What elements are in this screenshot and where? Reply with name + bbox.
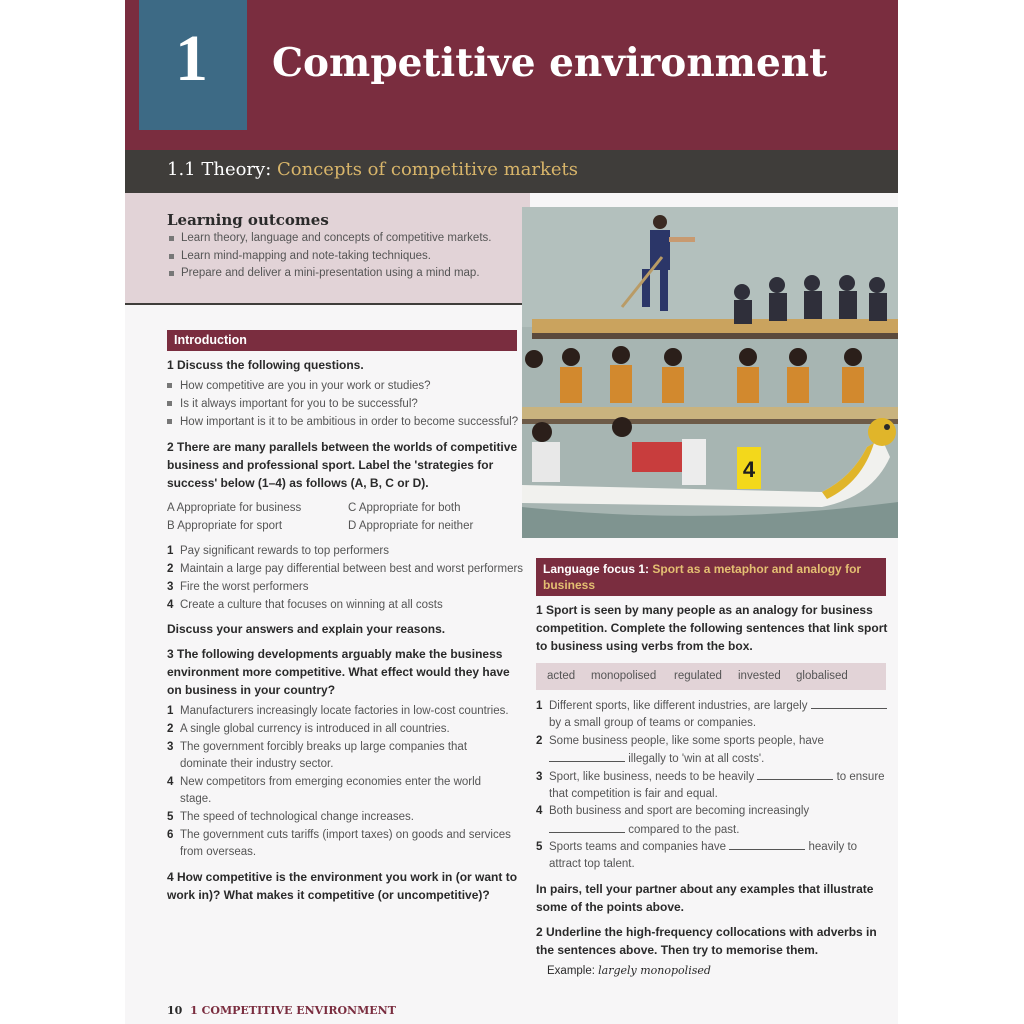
sentence-1-cont: by a small group of teams or companies. xyxy=(549,717,757,729)
question-3-line: environment more competitive. What effect would they have xyxy=(167,665,510,679)
word-box-item: invested xyxy=(738,670,781,682)
option-b: B Appropriate for sport xyxy=(167,520,283,532)
option-d: D Appropriate for neither xyxy=(348,520,474,532)
example-label: Example: xyxy=(547,965,595,977)
sentence-4-cont: compared to the past. xyxy=(549,821,739,840)
page-number: 10 xyxy=(167,1004,183,1017)
section-prefix: 1.1 Theory: xyxy=(167,159,272,180)
lf-instruction-line: to business using verbs from the box. xyxy=(536,639,753,653)
development-item: 3 The government forcibly breaks up large companies that xyxy=(167,741,468,753)
answer-blank[interactable] xyxy=(811,697,887,709)
development-item: 2 A single global currency is introduced in all countries. xyxy=(167,723,450,735)
page-footer xyxy=(167,1004,396,1017)
strategy-item: 2 Maintain a large pay differential between best and worst performers xyxy=(167,563,524,575)
lf-question-2-line: 2 Underline the high-frequency collocations with adverbs in xyxy=(536,925,877,939)
pairs-instruction-line: In pairs, tell your partner about any examples that illustrate xyxy=(536,882,874,896)
page-right-margin xyxy=(898,0,1024,1024)
question-2-line: 2 There are many parallels between the worlds of competitive xyxy=(167,440,518,454)
introduction-label: Introduction xyxy=(174,333,247,347)
answer-blank[interactable] xyxy=(549,821,625,833)
question-4-line: work in)? What makes it competitive (or uncompetitive)? xyxy=(167,888,490,902)
textbook-page xyxy=(125,0,898,1024)
dragon-boat-illustration xyxy=(522,207,898,538)
sentence-5-cont: attract top talent. xyxy=(549,858,635,870)
question-3-line: on business in your country? xyxy=(167,683,336,697)
learning-outcomes-list xyxy=(167,230,491,283)
example-line xyxy=(547,962,711,981)
sentence-1: 1 Different sports, like different industries, are largely xyxy=(536,697,887,716)
footer-chapter: 1 COMPETITIVE ENVIRONMENT xyxy=(190,1004,396,1017)
chapter-title: Competitive environment xyxy=(272,40,828,86)
question-2-line: business and professional sport. Label the 'strategies for xyxy=(167,458,494,472)
sentence-4: 4 Both business and sport are becoming increasingly xyxy=(536,805,810,817)
pairs-instruction-line: some of the points above. xyxy=(536,900,685,914)
strategy-item: 3 Fire the worst performers xyxy=(167,581,309,593)
option-a: A Appropriate for business xyxy=(167,502,302,514)
section-title: Concepts of competitive markets xyxy=(277,159,579,180)
sentence-2: 2 Some business people, like some sports people, have xyxy=(536,735,824,747)
question-1: 1 Discuss the following questions. xyxy=(167,358,364,372)
language-focus-label: Language focus 1: xyxy=(543,562,650,576)
strategy-item: 4 Create a culture that focuses on winning at all costs xyxy=(167,599,443,611)
answer-blank[interactable] xyxy=(729,838,805,850)
lf-instruction-line: competition. Complete the following sentences that link sport xyxy=(536,621,888,635)
development-item: 6 The government cuts tariffs (import taxes) on goods and services xyxy=(167,829,511,841)
question-3-line: 3 The following developments arguably make the business xyxy=(167,647,503,661)
chapter-number: 1 xyxy=(175,22,208,95)
discuss-instruction: Discuss your answers and explain your reasons. xyxy=(167,622,446,636)
example-value: largely monopolised xyxy=(598,964,711,977)
development-item: from overseas. xyxy=(180,846,257,858)
outcome-item: Learn mind-mapping and note-taking techniques. xyxy=(167,248,491,266)
question-1-item: How important is it to be ambitious in order to become successful? xyxy=(167,414,518,432)
section-heading xyxy=(167,159,578,180)
development-item: dominate their industry sector. xyxy=(180,758,334,770)
lf-question-2-line: the sentences above. Then try to memorise them. xyxy=(536,943,819,957)
answer-blank[interactable] xyxy=(757,768,833,780)
language-focus-title: Sport as a metaphor and analogy for business xyxy=(543,562,862,592)
outcome-item: Prepare and deliver a mini-presentation using a mind map. xyxy=(167,265,491,283)
sentence-2-cont: illegally to 'win at all costs'. xyxy=(549,750,764,769)
sentence-5: 5 Sports teams and companies have heavily to xyxy=(536,838,857,857)
development-item: 5 The speed of technological change increases. xyxy=(167,811,414,823)
question-2-line: success' below (1–4) as follows (A, B, C or D). xyxy=(167,476,429,490)
word-box-item: acted xyxy=(547,670,576,682)
development-item: 1 Manufacturers increasingly locate factories in low-cost countries. xyxy=(167,705,509,717)
development-item: 4 New competitors from emerging economies enter the world xyxy=(167,776,482,788)
dragon-boat-photo xyxy=(522,207,898,538)
sentence-3-cont: that competition is fair and equal. xyxy=(549,788,718,800)
page-left-margin xyxy=(0,0,125,1024)
lf-instruction-line: 1 Sport is seen by many people as an analogy for business xyxy=(536,603,873,617)
question-4-line: 4 How competitive is the environment you work in (or want to xyxy=(167,870,518,884)
sentence-3: 3 Sport, like business, needs to be heavily to ensure xyxy=(536,768,885,787)
option-c: C Appropriate for both xyxy=(348,502,461,514)
development-item: stage. xyxy=(180,793,212,805)
word-box-item: regulated xyxy=(674,670,722,682)
boat-number: 4 xyxy=(742,457,756,482)
word-box-item: globalised xyxy=(796,670,848,682)
word-box-item: monopolised xyxy=(591,670,657,682)
answer-blank[interactable] xyxy=(549,750,625,762)
learning-outcomes-title: Learning outcomes xyxy=(167,211,329,229)
language-focus-heading xyxy=(543,561,883,593)
outcome-item: Learn theory, language and concepts of competitive markets. xyxy=(167,230,491,248)
question-1-item: Is it always important for you to be successful? xyxy=(167,396,418,414)
question-1-item: How competitive are you in your work or studies? xyxy=(167,378,431,396)
strategy-item: 1 Pay significant rewards to top performers xyxy=(167,545,390,557)
